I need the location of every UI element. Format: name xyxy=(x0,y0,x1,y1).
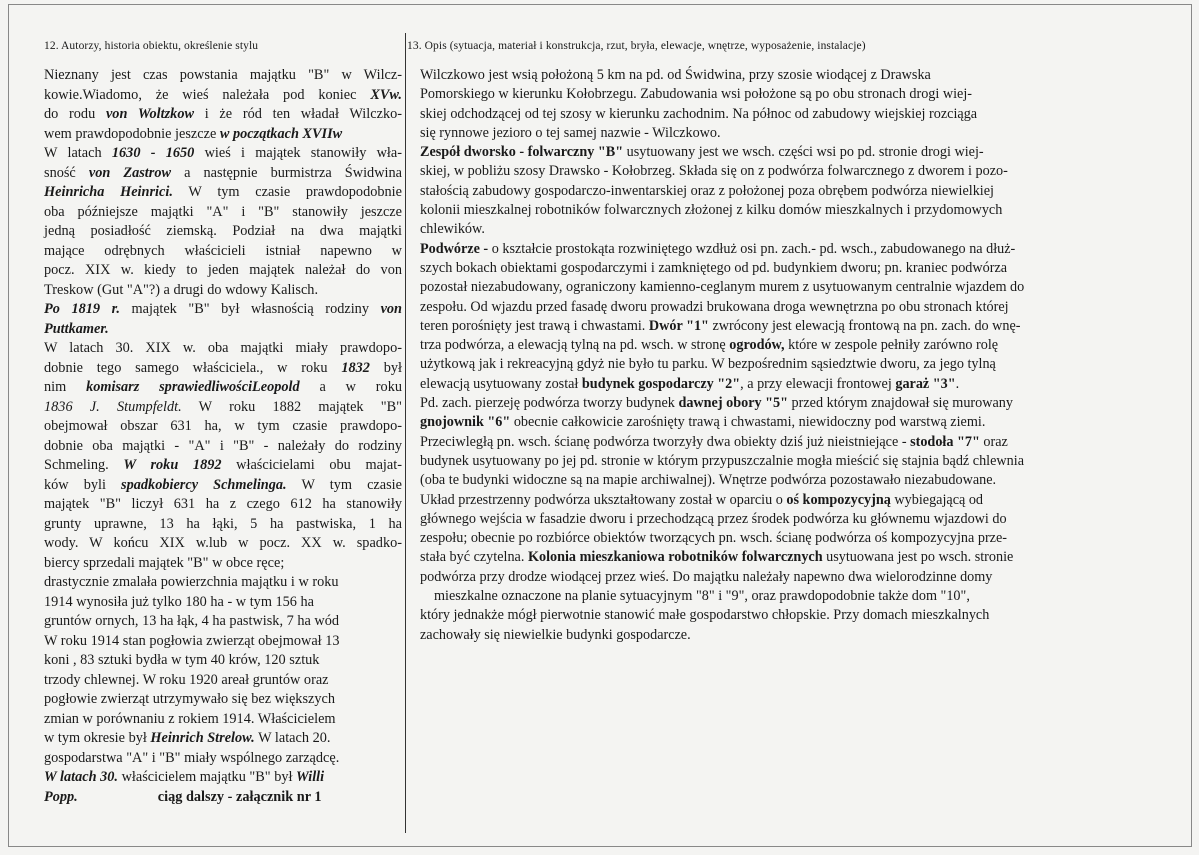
text-line: chlewików. xyxy=(420,221,485,238)
text-line: Puttkamer. xyxy=(44,320,109,337)
text-line: (oba te budynki widoczne są na mapie archiwalnej). Wnętrze podwórza pozostawało niezabudowane. xyxy=(420,472,997,489)
continuation-note: ciąg dalszy - załącznik nr 1 xyxy=(157,788,322,805)
text-line: zespołu. Od wjazdu przed fasadę dworu prowadzi brukowana droga wewnętrzna po obu stronach której xyxy=(420,298,1009,315)
text-line: Popp. ciąg dalszy - załącznik nr 1 xyxy=(44,788,322,805)
text-line: Nieznany jest czas powstania majątku "B" w Wilcz- xyxy=(44,67,402,83)
text-line: elewacją usytuowany został budynek gospodarczy "2", a przy elewacji frontowej garaż "3". xyxy=(420,375,960,392)
text-line: 1914 wynosiła już tylko 180 ha - w tym 156 ha xyxy=(44,593,315,610)
text-line: biercy sprzedali majątek "B" w obce ręce; xyxy=(44,554,285,571)
text-line: szych bokach obiektami gospodarczymi i zamkniętego od pd. budynkiem dworu; pn. kraniec podwórza xyxy=(420,259,1008,276)
text-line: W latach 30. XIX w. oba majątki miały prawdopo- xyxy=(44,340,402,356)
text-line: zmian w porównaniu z rokiem 1914. Właścicielem xyxy=(44,710,336,727)
text-line: Schmeling. W roku 1892 właścicielami obu majat- xyxy=(44,457,402,473)
text-line: gnojownik "6" obecnie całkowicie zarośnięty trawą i chwastami, niewidoczny pod warstwą ziemi. xyxy=(420,414,986,431)
text-line: stałością zabudowy gospodarczo-inwentarskiej oraz z położonej poza obrębem podwórza niewielkiej xyxy=(420,182,994,199)
text-line: Treskow (Gut "A"?) a drugi do wdowy Kalisch. xyxy=(44,281,319,298)
text-line: Przeciwległą pn. wsch. ścianę podwórza tworzyły dwa obiekty dziś już nieistniejące - stodoła "7" oraz xyxy=(420,433,1008,450)
text-line: nim komisarz sprawiedliwościLeopold a w roku xyxy=(44,379,402,395)
text-line: drastycznie zmalała powierzchnia majątku i w roku xyxy=(44,574,339,590)
text-line: kowie.Wiadomo, że wieś należała pod koniec XVw. xyxy=(44,86,402,103)
text-line: głównego wejścia w fasadzie dworu i przechodzącą przez środek podwórza ku głównemu wjazdowi do xyxy=(420,510,1007,527)
text-line: W latach 1630 - 1650 wieś i majątek stanowiły wła- xyxy=(44,145,402,161)
text-line: 1836 J. Stumpfeldt. W roku 1882 majątek "B" xyxy=(44,398,403,415)
text-line: obejmował obszar 631 ha, w tym czasie prawdopo- xyxy=(44,418,402,434)
text-line: Zespół dworsko - folwarczny "B" usytuowany jest we wsch. części wsi po pd. stronie drogi wiej- xyxy=(420,144,984,161)
text-line: Pd. zach. pierzeję podwórza tworzy budynek dawnej obory "5" przed którym znajdował się murowany xyxy=(420,395,1013,412)
text-line: użytkową jak i rekreacyjną gdyż nie było tu parku. W bezpośrednim sąsiedztwie dworu, za jego tylną xyxy=(420,356,996,373)
description-column xyxy=(420,66,1140,645)
text-line: w tym okresie był Heinrich Strelow. W latach 20. xyxy=(44,730,331,746)
section-12-header: 12. Autorzy, historia obiektu, określenie stylu xyxy=(44,40,259,52)
text-line: sność von Zastrow a następnie burmistrza Świdwina xyxy=(44,164,402,181)
text-line: mieszkalne oznaczone na planie sytuacyjnym "8" i "9", oraz prawdopodobnie także dom "10", xyxy=(434,588,970,605)
text-line: trzody chlewnej. W roku 1920 areał gruntów oraz xyxy=(44,671,329,688)
text-line: dobnie oba majątki - "A" i "B" - należały do rodziny xyxy=(44,437,402,454)
text-line: Po 1819 r. majątek "B" był własnością rodziny von xyxy=(44,301,403,317)
text-line: oba późniejsze majątki "A" i "B" stanowiły jeszcze xyxy=(44,203,402,220)
text-line: mające odrębnych właścicieli istniał napewno w xyxy=(44,242,402,259)
text-line: zachowały się niewielkie budynki gospodarcze. xyxy=(420,626,691,643)
text-line: zespołu; obecnie po rozbiórce obiektów tworzących pn. wsch. ścianę podwórza oś kompozycyjna prze- xyxy=(420,530,1007,547)
text-line: stała być czytelna. Kolonia mieszkaniowa robotników folwarcznych usytuowana jest po wsch. stronie xyxy=(420,549,1014,566)
text-line: trza podwórza, a elewacją tylną na pd. wsch. w stronę ogrodów, które w zespole pełniły zarówno rolę xyxy=(420,337,999,354)
text-line: budynek usytuowany po jej pd. stronie w którym przypuszczalnie mogła mieścić się stajnia bądź chlewnia xyxy=(420,452,1024,469)
text-line: W latach 30. właścicielem majątku "B" był Willi xyxy=(44,769,325,785)
text-line: majątek "B" liczył 631 ha z czego 612 ha stanowiły xyxy=(44,496,402,512)
text-line: wem prawdopodobnie jeszcze w początkach XVIIw xyxy=(44,125,343,142)
text-line: ków byli spadkobiercy Schmelinga. W tym czasie xyxy=(44,476,402,493)
section-13-header: 13. Opis (sytuacja, materiał i konstrukcja, rzut, bryła, elewacje, wnętrze, wyposażenie, instalacje) xyxy=(407,40,866,52)
text-line: dobnie tego samego właściciela., w roku 1832 był xyxy=(44,359,402,376)
text-line: W roku 1914 stan pogłowia zwierząt obejmował 13 xyxy=(44,632,340,649)
text-line: wody. W końcu XIX w.lub w pocz. XX w. spadko- xyxy=(44,535,402,551)
text-line: jedną posiadłość ziemską. Podział na dwa majątki xyxy=(44,223,402,239)
text-line: Podwórze - o kształcie prostokąta rozwiniętego wzdłuż osi pn. zach.- pd. wsch., zabudowanego na dłuż- xyxy=(420,240,1016,257)
column-divider xyxy=(405,33,406,833)
text-line: Heinricha Heinrici. W tym czasie prawdopodobnie xyxy=(44,184,402,200)
text-line: gruntów ornych, 13 ha łąk, 4 ha pastwisk, 7 ha wód xyxy=(44,613,340,629)
text-line: grunty uprawne, 13 ha łąki, 5 ha pastwiska, 1 ha xyxy=(44,515,402,532)
text-line: gospodarstwa "A" i "B" miały wspólnego zarządcę. xyxy=(44,749,340,766)
text-line: który jednakże mógł pierwotnie stanowić małe gospodarstwo chłopskie. Przy domach mieszkalnych xyxy=(420,607,990,624)
history-column xyxy=(44,66,402,807)
text-line: podwórza przy drodze wiodącej przez wieś. Do majątku należały napewno dwa wielorodzinne domy xyxy=(420,568,993,585)
text-line: koni , 83 sztuki bydła w tym 40 krów, 120 sztuk xyxy=(44,652,320,668)
text-line: skiej odchodzącej od tej szosy w kierunku zachodnim. Na północ od zabudowy wiejskiej rozciąga xyxy=(420,105,978,122)
text-line: się rynnowe jezioro o tej samej nazwie - Wilczkowo. xyxy=(420,124,721,141)
text-line: do rodu von Woltzkow i że ród ten władał Wilczko- xyxy=(44,106,402,122)
text-line: Wilczkowo jest wsią położoną 5 km na pd. od Świdwina, przy szosie wiodącej z Drawska xyxy=(420,67,931,83)
text-line: pozostał niezabudowany, ograniczony kamienno-ceglanym murem z usytuowanym centralnie wjazdem do xyxy=(420,279,1025,296)
text-line: pocz. XIX w. kiedy to jeden majątek należał do von xyxy=(44,262,402,278)
text-line: kolonii mieszkalnej robotników folwarcznych złożonej z kilku domów mieszkalnych i przydomowych xyxy=(420,202,1003,219)
text-line: Pomorskiego w kierunku Kołobrzegu. Zabudowania wsi położone są po obu stronach drogi wiej- xyxy=(420,86,973,103)
text-line: pogłowie zwierząt utrzymywało się bez większych xyxy=(44,691,335,707)
text-line: skiej, w pobliżu szosy Drawsko - Kołobrzeg. Składa się on z podwórza folwarcznego z dworem i pozo- xyxy=(420,163,1008,180)
text-line: Układ przestrzenny podwórza ukształtowany został w oparciu o oś kompozycyjną wybiegającą od xyxy=(420,491,984,508)
text-line: teren porośnięty jest trawą i chwastami. Dwór "1" zwrócony jest elewacją frontową na pn. zach. do wnę- xyxy=(420,317,1021,334)
